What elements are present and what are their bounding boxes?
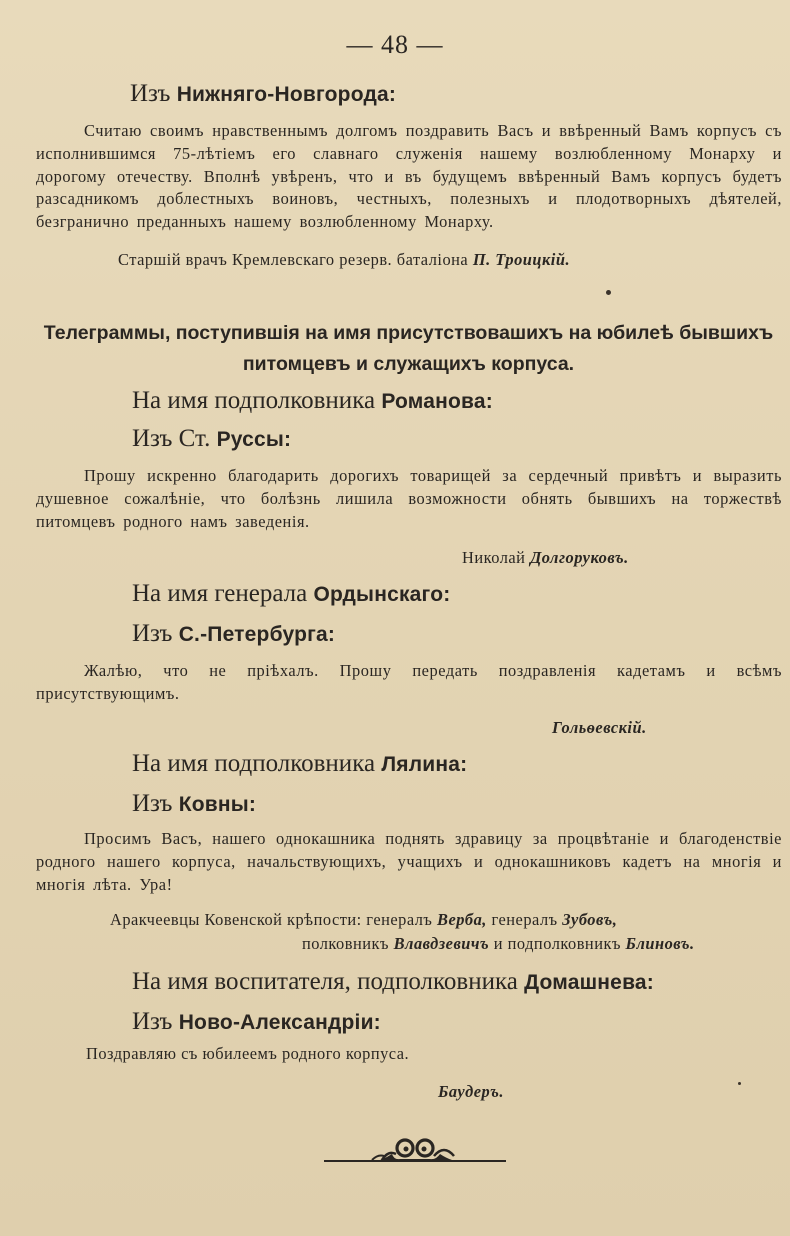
signature-4-mid-1: генералъ — [491, 910, 558, 929]
signature-4-name-2: Зубовъ, — [562, 910, 618, 929]
from-staraya-russa — [132, 425, 291, 453]
addressee-name: Романова: — [381, 390, 493, 413]
from-place: С.-Петербурга: — [178, 623, 336, 646]
signature-2-first: Николай — [462, 548, 526, 567]
telegram-text-4-body: Просимъ Васъ, нашего однокашника поднять здравицу за процвѣтаніе и благоденствіе родного нашего корпуса, начальствующихъ, учащихъ и однокашниковъ кадетъ на многія и многія лѣта. Ура! — [36, 829, 782, 894]
telegram-text-2-body: Прошу искренно благодарить дорогихъ товарищей за сердечный привѣтъ и выразить душевное сожалѣніе, что болѣзнь лишила возможности обнять бывшихъ на торжествѣ питомцевъ родного намъ заведенія. — [36, 466, 782, 531]
signature-4-line-1 — [110, 910, 617, 930]
signature-5: Баудеръ. — [438, 1082, 504, 1101]
addressee-prefix: На имя генерала — [132, 580, 308, 607]
from-place: Ковны: — [178, 793, 257, 816]
from-novo-alexandria — [132, 1008, 381, 1036]
telegram-text-5: Поздравляю съ юбилеемъ родного корпуса. — [86, 1044, 410, 1063]
section-title-line-2: питомцевъ и служащихъ корпуса. — [242, 353, 575, 375]
from-prefix: Изъ — [132, 1008, 173, 1035]
signature-4-mid-2: и подполковникъ — [493, 934, 621, 953]
from-prefix: Изъ Ст. — [132, 425, 211, 452]
signature-1-prefix: Старшій врачъ Кремлевскаго резерв. баталіона — [118, 250, 469, 269]
telegram-text-1 — [36, 120, 782, 234]
addressee-prefix: На имя воспитателя, подполковника — [132, 968, 518, 995]
from-prefix: Изъ — [132, 620, 173, 647]
addressee-domashnev — [132, 968, 654, 996]
signature-4-line-2 — [302, 934, 695, 954]
from-st-petersburg — [132, 620, 335, 648]
section-title — [36, 318, 781, 380]
page-number: — 48 — — [346, 30, 444, 59]
signature-4-name-4: Блиновъ. — [625, 934, 695, 953]
addressee-prefix: На имя подполковника — [132, 387, 376, 414]
heading-prefix: Изъ — [130, 80, 171, 107]
signature-1 — [118, 250, 570, 270]
addressee-name: Ордынскаго: — [313, 583, 451, 606]
signature-2 — [462, 548, 629, 568]
signature-4-prefix: Аракчеевцы Ковенской крѣпости: генералъ — [110, 910, 433, 929]
addressee-ordynsky — [132, 580, 450, 608]
heading-from-nizhny-novgorod — [130, 80, 396, 108]
telegram-text-1-body: Считаю своимъ нравственнымъ долгомъ поздравить Васъ и ввѣренный Вамъ корпусъ съ исполнившимся 75-лѣтіемъ его славнаго служенія нашему возлюбленному Монарху и дорогому отечеству. Вполнѣ увѣренъ, что и въ будущемъ ввѣренный Вамъ корпусъ будетъ разсадникомъ доблестныхъ воиновъ, честныхъ, полезныхъ и плодотворныхъ дѣятелей, безгранично преданныхъ нашему возлюбленному Монарху. — [36, 121, 782, 232]
ornament-flourish-icon — [322, 1132, 508, 1166]
from-place: Руссы: — [216, 428, 292, 451]
addressee-romanov — [132, 387, 493, 415]
ink-speck — [606, 290, 611, 295]
ink-speck — [738, 1082, 741, 1085]
from-kovno — [132, 790, 256, 818]
section-title-line-1: Телеграммы, поступившія на имя присутствовашихъ на юбилеѣ бывшихъ — [43, 322, 774, 344]
addressee-prefix: На имя подполковника — [132, 750, 376, 777]
telegram-text-2 — [36, 465, 782, 533]
telegram-text-4 — [36, 828, 782, 896]
telegram-text-3-body: Жалѣю, что не пріѣхалъ. Прошу передать поздравленія кадетамъ и всѣмъ присутствующимъ. — [36, 661, 782, 703]
from-prefix: Изъ — [132, 790, 173, 817]
addressee-name: Домашнева: — [524, 971, 654, 994]
from-place: Ново-Александріи: — [178, 1011, 381, 1034]
signature-2-last: Долгоруковъ. — [530, 548, 629, 567]
heading-place: Нижняго-Новгорода: — [176, 83, 397, 106]
addressee-name: Лялина: — [381, 753, 468, 776]
signature-4-name-1: Верба, — [437, 910, 487, 929]
telegram-text-3 — [36, 660, 782, 706]
signature-4-prefix-2: полковникъ — [302, 934, 389, 953]
signature-1-name: П. Троицкій. — [472, 250, 571, 269]
addressee-lyalin — [132, 750, 467, 778]
signature-4-name-3: Влавдзевичъ — [393, 934, 490, 953]
signature-3: Гольѳевскій. — [552, 718, 647, 737]
